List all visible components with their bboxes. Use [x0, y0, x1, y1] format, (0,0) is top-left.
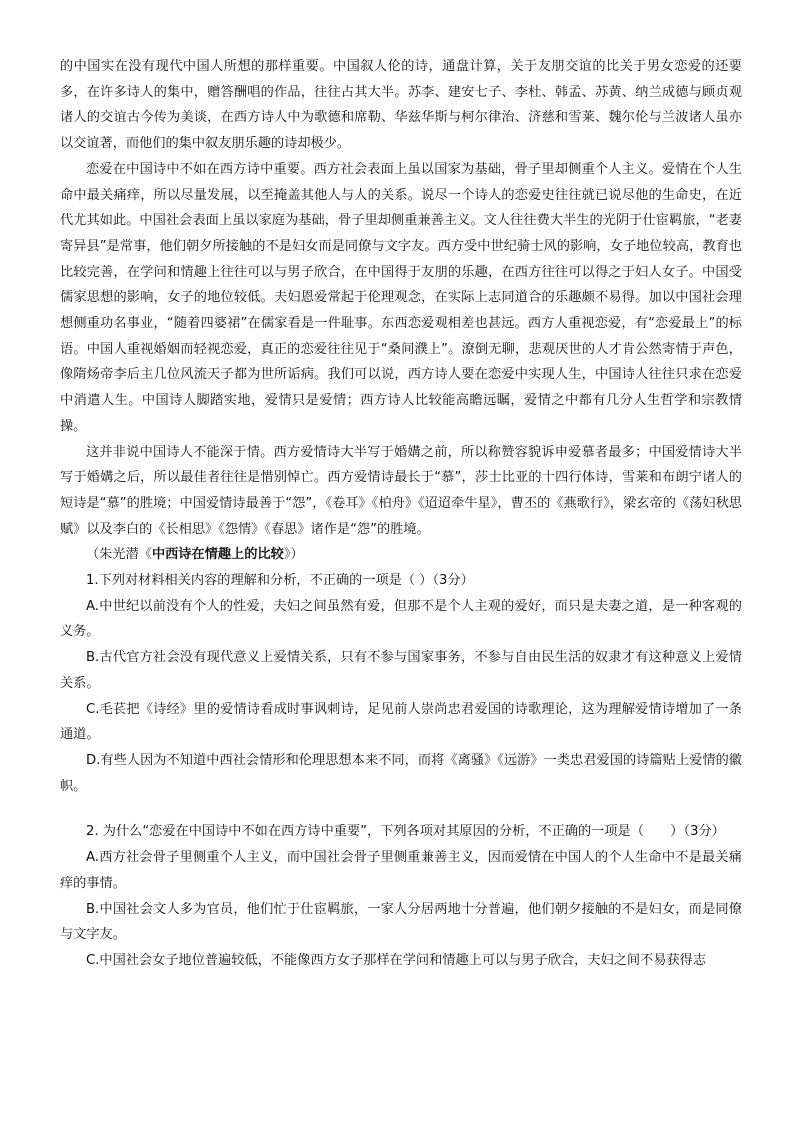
spacer — [60, 799, 742, 819]
question-2-option-a: A.西方社会骨子里侧重个人主义，而中国社会骨子里侧重兼善主义，因而爱情在中国人的个人生命中不是最关痛痒的事情。 — [60, 850, 742, 891]
source-citation: （朱光潜《中西诗在情趣上的比较》） — [86, 547, 304, 563]
paragraph-1: 的中国实在没有现代中国人所想的那样重要。中国叙人伦的诗，通盘计算，关于友朋交谊的比关于男女恋爱的还要多，在许多诗人的集中，赠答酬唱的作品，往往占其大半。苏李、建安七子、李杜、韩孟、苏黄、纳兰成德与顾贞观诸人的交谊古今传为美谈，在西方诗人中为歌德和席勒、华兹华斯与柯尔律治、济慈和雪莱、魏尔伦与兰波诸人虽亦以交谊著，而他们的集中叙友朋乐趣的诗却极少。 — [60, 59, 742, 152]
question-1-stem: 1.下列对材料相关内容的理解和分析，不正确的一项是（ ）（3分） — [86, 573, 474, 589]
question-1-option-b: B.古代官方社会没有现代意义上爱情关系，只有不参与国家事务，不参与自由民生活的奴隶才有这种意义上爱情关系。 — [60, 650, 742, 691]
question-1-option-d: D.有些人因为不知道中西社会情形和伦理思想本来不同，而将《离骚》《远游》一类忠君爱国的诗篇贴上爱情的徽帜。 — [60, 752, 742, 794]
question-1-option-c: C.毛苌把《诗经》里的爱情诗看成时事讽刺诗，足见前人崇尚忠君爱国的诗歌理论，这为理解爱情诗增加了一条通道。 — [60, 701, 742, 743]
paragraph-3: 这并非说中国诗人不能深于情。西方爱情诗大半写于婚媾之前，所以称赞容貌诉申爱慕者最多；中国爱情诗大半写于婚媾之后，所以最佳者往往是惜别悼亡。西方爱情诗最长于“慕”，莎士比亚的十四行体诗，雪莱和布朗宁诸人的短诗是“慕”的胜境；中国爱情诗最善于“怨”，《卷耳》《柏舟》《迢迢牵牛星》，曹丕的《燕歌行》，梁玄帝的《荡妇秋思赋》以及李白的《长相思》《怨情》《春思》诸作是“怨”的胜境。 — [60, 444, 742, 537]
paragraph-2: 恋爱在中国诗中不如在西方诗中重要。西方社会表面上虽以国家为基础，骨子里却侧重个人主义。爱情在个人生命中最关痛痒，所以尽量发展，以至掩盖其他人与人的关系。说尽一个诗人的恋爱史往往就已说尽他的生命史，在近代尤其如此。中国社会表面上虽以家庭为基础，骨子里却侧重兼善主义。文人往往费大半生的光阴于仕宦羁旅，“老妻寄异县”是常事，他们朝夕所接触的不是妇女而是同僚与文字友。西方受中世纪骑士风的影响，女子地位较高，教育也比较完善，在学问和情趣上往往可以与男子欣合，在中国得于友朋的乐趣，在西方往往可以得之于妇人女子。中国受儒家思想的影响，女子的地位较低。夫妇恩爱常起于伦理观念，在实际上志同道合的乐趣颇不易得。加以中国社会理想侧重功名事业，“随着四婆裙”在儒家看是一件耻事。东西恋爱观相差也甚远。西方人重视恋爱，有“恋爱最上”的标语。中国人重视婚姻而轻视恋爱，真正的恋爱往往见于“桑间濮上”。潦倒无聊，悲观厌世的人才肯公然寄情于声色，像隋炀帝李后主几位风流天子都为世所诟病。我们可以说，西方诗人要在恋爱中实现人生，中国诗人往往只求在恋爱中消遣人生。中国诗人脚踏实地，爱情只是爱情；西方诗人比较能高瞻远瞩，爱情之中都有几分人生哲学和宗教情操。 — [60, 161, 742, 434]
question-1-option-a: A.中世纪以前没有个人的性爱，夫妇之间虽然有爱，但那不是个人主观的爱好，而只是夫妻之道，是一种客观的义务。 — [60, 598, 742, 640]
question-2-option-c: C.中国社会女子地位普遍较低，不能像西方女子那样在学问和情趣上可以与男子欣合，夫妇之间不易获得志 — [86, 952, 707, 968]
question-2-stem: 2. 为什么“恋爱在中国诗中不如在西方诗中重要”，下列各项对其原因的分析，不正确的一项是（ ）（3分） — [86, 824, 725, 840]
citation-title: 中西诗在情趣上的比较 — [151, 547, 284, 563]
question-2-option-b: B.中国社会文人多为官员，他们忙于仕宦羁旅，一家人分居两地十分普遍，他们朝夕接触的不是妇女，而是同僚与文字友。 — [60, 901, 742, 943]
document-page — [60, 54, 742, 974]
